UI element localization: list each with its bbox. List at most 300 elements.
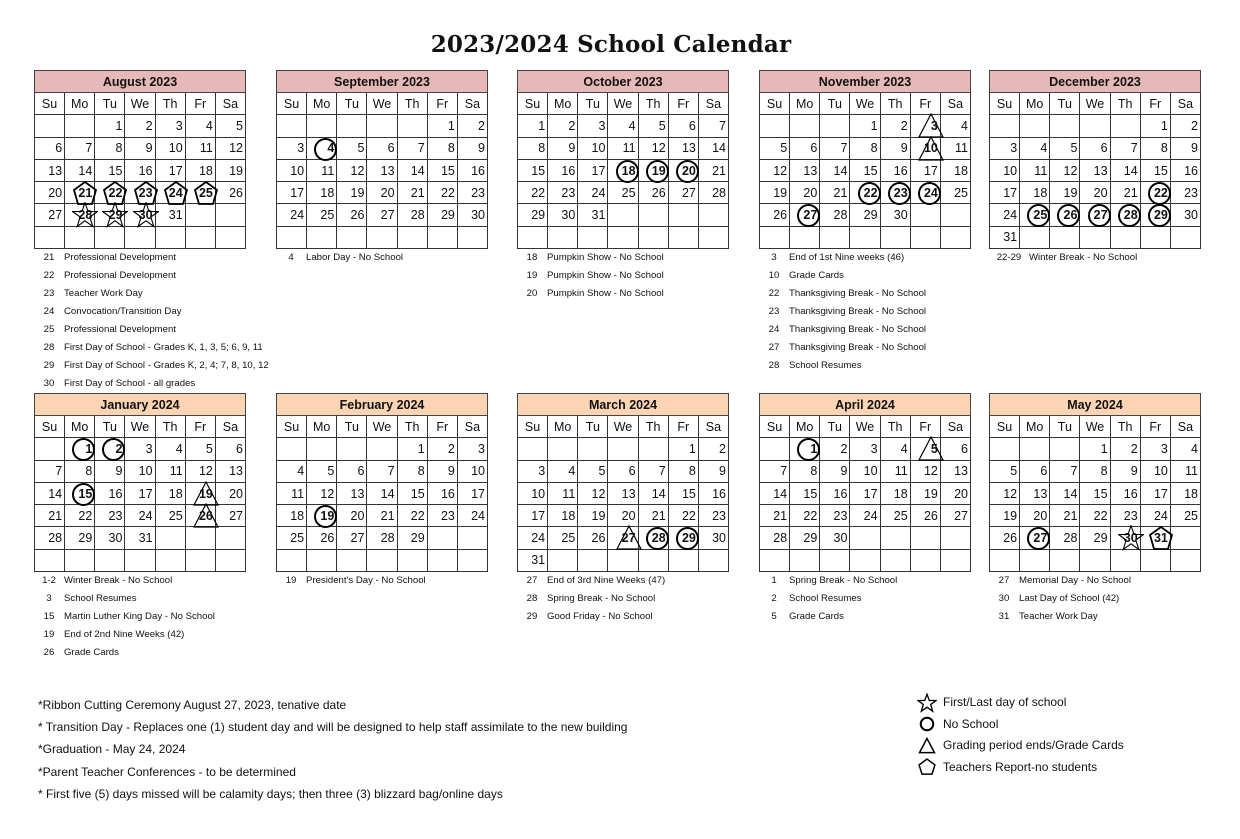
day-cell[interactable] <box>277 137 307 159</box>
day-cell[interactable] <box>95 204 125 226</box>
day-cell[interactable] <box>215 182 245 204</box>
day-cell[interactable] <box>910 115 940 137</box>
day-cell[interactable] <box>185 115 215 137</box>
day-cell[interactable] <box>820 438 850 460</box>
day-cell[interactable] <box>698 115 728 137</box>
day-cell[interactable] <box>668 438 698 460</box>
day-cell[interactable] <box>790 438 820 460</box>
day-cell[interactable] <box>125 159 155 181</box>
day-cell[interactable] <box>1050 182 1080 204</box>
day-cell[interactable] <box>337 460 367 482</box>
day-cell[interactable] <box>155 115 185 137</box>
day-cell[interactable] <box>990 460 1020 482</box>
day-cell[interactable] <box>125 204 155 226</box>
day-cell[interactable] <box>397 460 427 482</box>
day-cell[interactable] <box>427 204 457 226</box>
day-cell[interactable] <box>698 482 728 504</box>
day-cell[interactable] <box>337 482 367 504</box>
day-cell[interactable] <box>95 527 125 549</box>
day-cell[interactable] <box>880 482 910 504</box>
day-cell[interactable] <box>367 482 397 504</box>
day-cell[interactable] <box>820 527 850 549</box>
day-cell[interactable] <box>215 159 245 181</box>
day-cell[interactable] <box>457 460 487 482</box>
day-cell[interactable] <box>1080 527 1110 549</box>
day-cell[interactable] <box>65 137 95 159</box>
day-cell[interactable] <box>790 204 820 226</box>
day-cell[interactable] <box>457 182 487 204</box>
day-cell[interactable] <box>910 505 940 527</box>
day-cell[interactable] <box>940 438 970 460</box>
day-cell[interactable] <box>850 460 880 482</box>
day-cell[interactable] <box>155 438 185 460</box>
day-cell[interactable] <box>578 505 608 527</box>
day-cell[interactable] <box>910 137 940 159</box>
day-cell[interactable] <box>1170 137 1200 159</box>
day-cell[interactable] <box>1050 460 1080 482</box>
day-cell[interactable] <box>457 137 487 159</box>
day-cell[interactable] <box>760 527 790 549</box>
day-cell[interactable] <box>185 505 215 527</box>
day-cell[interactable] <box>95 182 125 204</box>
day-cell[interactable] <box>548 505 578 527</box>
day-cell[interactable] <box>307 505 337 527</box>
day-cell[interactable] <box>940 482 970 504</box>
day-cell[interactable] <box>608 182 638 204</box>
day-cell[interactable] <box>337 137 367 159</box>
day-cell[interactable] <box>608 137 638 159</box>
day-cell[interactable] <box>548 182 578 204</box>
day-cell[interactable] <box>185 438 215 460</box>
day-cell[interactable] <box>668 505 698 527</box>
day-cell[interactable] <box>1170 482 1200 504</box>
day-cell[interactable] <box>668 182 698 204</box>
day-cell[interactable] <box>548 115 578 137</box>
day-cell[interactable] <box>880 159 910 181</box>
day-cell[interactable] <box>307 159 337 181</box>
day-cell[interactable] <box>1020 137 1050 159</box>
day-cell[interactable] <box>337 527 367 549</box>
day-cell[interactable] <box>1050 159 1080 181</box>
day-cell[interactable] <box>185 482 215 504</box>
day-cell[interactable] <box>65 505 95 527</box>
day-cell[interactable] <box>578 204 608 226</box>
day-cell[interactable] <box>668 482 698 504</box>
day-cell[interactable] <box>1140 204 1170 226</box>
day-cell[interactable] <box>95 137 125 159</box>
day-cell[interactable] <box>990 226 1020 248</box>
day-cell[interactable] <box>277 527 307 549</box>
day-cell[interactable] <box>215 505 245 527</box>
day-cell[interactable] <box>307 482 337 504</box>
day-cell[interactable] <box>518 460 548 482</box>
day-cell[interactable] <box>1170 438 1200 460</box>
day-cell[interactable] <box>307 204 337 226</box>
day-cell[interactable] <box>65 182 95 204</box>
day-cell[interactable] <box>990 527 1020 549</box>
day-cell[interactable] <box>940 159 970 181</box>
day-cell[interactable] <box>850 159 880 181</box>
day-cell[interactable] <box>457 204 487 226</box>
day-cell[interactable] <box>820 137 850 159</box>
day-cell[interactable] <box>578 137 608 159</box>
day-cell[interactable] <box>910 182 940 204</box>
day-cell[interactable] <box>820 505 850 527</box>
day-cell[interactable] <box>1140 438 1170 460</box>
day-cell[interactable] <box>277 182 307 204</box>
day-cell[interactable] <box>185 137 215 159</box>
day-cell[interactable] <box>880 505 910 527</box>
day-cell[interactable] <box>125 438 155 460</box>
day-cell[interactable] <box>397 204 427 226</box>
day-cell[interactable] <box>1050 137 1080 159</box>
day-cell[interactable] <box>215 115 245 137</box>
day-cell[interactable] <box>1080 182 1110 204</box>
day-cell[interactable] <box>990 182 1020 204</box>
day-cell[interactable] <box>820 204 850 226</box>
day-cell[interactable] <box>518 527 548 549</box>
day-cell[interactable] <box>518 115 548 137</box>
day-cell[interactable] <box>1140 460 1170 482</box>
day-cell[interactable] <box>608 460 638 482</box>
day-cell[interactable] <box>910 159 940 181</box>
day-cell[interactable] <box>790 182 820 204</box>
day-cell[interactable] <box>850 115 880 137</box>
day-cell[interactable] <box>880 204 910 226</box>
day-cell[interactable] <box>698 505 728 527</box>
day-cell[interactable] <box>820 159 850 181</box>
day-cell[interactable] <box>307 182 337 204</box>
day-cell[interactable] <box>337 505 367 527</box>
day-cell[interactable] <box>548 460 578 482</box>
day-cell[interactable] <box>608 505 638 527</box>
day-cell[interactable] <box>668 159 698 181</box>
day-cell[interactable] <box>1020 505 1050 527</box>
day-cell[interactable] <box>760 137 790 159</box>
day-cell[interactable] <box>35 182 65 204</box>
day-cell[interactable] <box>1170 460 1200 482</box>
day-cell[interactable] <box>155 482 185 504</box>
day-cell[interactable] <box>35 482 65 504</box>
day-cell[interactable] <box>760 482 790 504</box>
day-cell[interactable] <box>1170 115 1200 137</box>
day-cell[interactable] <box>820 460 850 482</box>
day-cell[interactable] <box>215 482 245 504</box>
day-cell[interactable] <box>698 438 728 460</box>
day-cell[interactable] <box>427 438 457 460</box>
day-cell[interactable] <box>1170 204 1200 226</box>
day-cell[interactable] <box>457 438 487 460</box>
day-cell[interactable] <box>578 460 608 482</box>
day-cell[interactable] <box>367 527 397 549</box>
day-cell[interactable] <box>155 460 185 482</box>
day-cell[interactable] <box>1080 460 1110 482</box>
day-cell[interactable] <box>1020 527 1050 549</box>
day-cell[interactable] <box>1140 115 1170 137</box>
day-cell[interactable] <box>820 182 850 204</box>
day-cell[interactable] <box>880 137 910 159</box>
day-cell[interactable] <box>910 460 940 482</box>
day-cell[interactable] <box>578 482 608 504</box>
day-cell[interactable] <box>1140 482 1170 504</box>
day-cell[interactable] <box>638 159 668 181</box>
day-cell[interactable] <box>215 137 245 159</box>
day-cell[interactable] <box>367 505 397 527</box>
day-cell[interactable] <box>518 482 548 504</box>
day-cell[interactable] <box>1170 182 1200 204</box>
day-cell[interactable] <box>638 505 668 527</box>
day-cell[interactable] <box>397 137 427 159</box>
day-cell[interactable] <box>940 182 970 204</box>
day-cell[interactable] <box>668 115 698 137</box>
day-cell[interactable] <box>35 159 65 181</box>
day-cell[interactable] <box>850 204 880 226</box>
day-cell[interactable] <box>277 460 307 482</box>
day-cell[interactable] <box>1140 505 1170 527</box>
day-cell[interactable] <box>760 159 790 181</box>
day-cell[interactable] <box>1020 182 1050 204</box>
day-cell[interactable] <box>1080 159 1110 181</box>
day-cell[interactable] <box>548 527 578 549</box>
day-cell[interactable] <box>1140 159 1170 181</box>
day-cell[interactable] <box>35 527 65 549</box>
day-cell[interactable] <box>95 460 125 482</box>
day-cell[interactable] <box>65 482 95 504</box>
day-cell[interactable] <box>790 527 820 549</box>
day-cell[interactable] <box>578 527 608 549</box>
day-cell[interactable] <box>155 159 185 181</box>
day-cell[interactable] <box>548 137 578 159</box>
day-cell[interactable] <box>668 460 698 482</box>
day-cell[interactable] <box>880 182 910 204</box>
day-cell[interactable] <box>155 505 185 527</box>
day-cell[interactable] <box>850 438 880 460</box>
day-cell[interactable] <box>397 505 427 527</box>
day-cell[interactable] <box>95 438 125 460</box>
day-cell[interactable] <box>760 204 790 226</box>
day-cell[interactable] <box>65 159 95 181</box>
day-cell[interactable] <box>850 182 880 204</box>
day-cell[interactable] <box>790 482 820 504</box>
day-cell[interactable] <box>95 505 125 527</box>
day-cell[interactable] <box>397 438 427 460</box>
day-cell[interactable] <box>1140 137 1170 159</box>
day-cell[interactable] <box>850 137 880 159</box>
day-cell[interactable] <box>1110 204 1140 226</box>
day-cell[interactable] <box>548 159 578 181</box>
day-cell[interactable] <box>277 505 307 527</box>
day-cell[interactable] <box>608 159 638 181</box>
day-cell[interactable] <box>1050 482 1080 504</box>
day-cell[interactable] <box>1110 482 1140 504</box>
day-cell[interactable] <box>1020 460 1050 482</box>
day-cell[interactable] <box>698 527 728 549</box>
day-cell[interactable] <box>608 482 638 504</box>
day-cell[interactable] <box>65 460 95 482</box>
day-cell[interactable] <box>1170 505 1200 527</box>
day-cell[interactable] <box>1050 204 1080 226</box>
day-cell[interactable] <box>820 482 850 504</box>
day-cell[interactable] <box>518 182 548 204</box>
day-cell[interactable] <box>337 204 367 226</box>
day-cell[interactable] <box>548 204 578 226</box>
day-cell[interactable] <box>125 137 155 159</box>
day-cell[interactable] <box>790 505 820 527</box>
day-cell[interactable] <box>1050 527 1080 549</box>
day-cell[interactable] <box>578 115 608 137</box>
day-cell[interactable] <box>397 182 427 204</box>
day-cell[interactable] <box>1110 527 1140 549</box>
day-cell[interactable] <box>698 159 728 181</box>
day-cell[interactable] <box>65 438 95 460</box>
day-cell[interactable] <box>1110 182 1140 204</box>
day-cell[interactable] <box>638 482 668 504</box>
day-cell[interactable] <box>427 115 457 137</box>
day-cell[interactable] <box>518 505 548 527</box>
day-cell[interactable] <box>457 505 487 527</box>
day-cell[interactable] <box>578 182 608 204</box>
day-cell[interactable] <box>427 460 457 482</box>
day-cell[interactable] <box>638 460 668 482</box>
day-cell[interactable] <box>668 137 698 159</box>
day-cell[interactable] <box>337 159 367 181</box>
day-cell[interactable] <box>367 204 397 226</box>
day-cell[interactable] <box>95 115 125 137</box>
day-cell[interactable] <box>940 460 970 482</box>
day-cell[interactable] <box>367 137 397 159</box>
day-cell[interactable] <box>1020 204 1050 226</box>
day-cell[interactable] <box>990 482 1020 504</box>
day-cell[interactable] <box>790 460 820 482</box>
day-cell[interactable] <box>990 204 1020 226</box>
day-cell[interactable] <box>850 482 880 504</box>
day-cell[interactable] <box>307 460 337 482</box>
day-cell[interactable] <box>427 137 457 159</box>
day-cell[interactable] <box>698 182 728 204</box>
day-cell[interactable] <box>155 204 185 226</box>
day-cell[interactable] <box>790 137 820 159</box>
day-cell[interactable] <box>518 549 548 571</box>
day-cell[interactable] <box>427 159 457 181</box>
day-cell[interactable] <box>578 159 608 181</box>
day-cell[interactable] <box>1080 137 1110 159</box>
day-cell[interactable] <box>1110 505 1140 527</box>
day-cell[interactable] <box>990 137 1020 159</box>
day-cell[interactable] <box>125 182 155 204</box>
day-cell[interactable] <box>307 137 337 159</box>
day-cell[interactable] <box>850 505 880 527</box>
day-cell[interactable] <box>880 438 910 460</box>
day-cell[interactable] <box>95 159 125 181</box>
day-cell[interactable] <box>940 137 970 159</box>
day-cell[interactable] <box>698 137 728 159</box>
day-cell[interactable] <box>1080 204 1110 226</box>
day-cell[interactable] <box>1110 438 1140 460</box>
day-cell[interactable] <box>367 159 397 181</box>
day-cell[interactable] <box>125 505 155 527</box>
day-cell[interactable] <box>1140 527 1170 549</box>
day-cell[interactable] <box>1020 159 1050 181</box>
day-cell[interactable] <box>910 482 940 504</box>
day-cell[interactable] <box>35 460 65 482</box>
day-cell[interactable] <box>125 482 155 504</box>
day-cell[interactable] <box>337 182 367 204</box>
day-cell[interactable] <box>760 460 790 482</box>
day-cell[interactable] <box>155 182 185 204</box>
day-cell[interactable] <box>35 137 65 159</box>
day-cell[interactable] <box>457 115 487 137</box>
day-cell[interactable] <box>215 438 245 460</box>
day-cell[interactable] <box>185 182 215 204</box>
day-cell[interactable] <box>1050 505 1080 527</box>
day-cell[interactable] <box>548 482 578 504</box>
day-cell[interactable] <box>1110 159 1140 181</box>
day-cell[interactable] <box>1140 182 1170 204</box>
day-cell[interactable] <box>397 527 427 549</box>
day-cell[interactable] <box>1080 438 1110 460</box>
day-cell[interactable] <box>95 482 125 504</box>
day-cell[interactable] <box>397 482 427 504</box>
day-cell[interactable] <box>638 137 668 159</box>
day-cell[interactable] <box>185 460 215 482</box>
day-cell[interactable] <box>125 115 155 137</box>
day-cell[interactable] <box>638 115 668 137</box>
day-cell[interactable] <box>1080 505 1110 527</box>
day-cell[interactable] <box>990 159 1020 181</box>
day-cell[interactable] <box>155 137 185 159</box>
day-cell[interactable] <box>1080 482 1110 504</box>
day-cell[interactable] <box>910 438 940 460</box>
day-cell[interactable] <box>1110 137 1140 159</box>
day-cell[interactable] <box>367 182 397 204</box>
day-cell[interactable] <box>457 159 487 181</box>
day-cell[interactable] <box>990 505 1020 527</box>
day-cell[interactable] <box>397 159 427 181</box>
day-cell[interactable] <box>367 460 397 482</box>
day-cell[interactable] <box>880 460 910 482</box>
day-cell[interactable] <box>518 159 548 181</box>
day-cell[interactable] <box>35 204 65 226</box>
day-cell[interactable] <box>518 137 548 159</box>
day-cell[interactable] <box>1170 159 1200 181</box>
day-cell[interactable] <box>760 505 790 527</box>
day-cell[interactable] <box>608 527 638 549</box>
day-cell[interactable] <box>125 527 155 549</box>
day-cell[interactable] <box>1020 482 1050 504</box>
day-cell[interactable] <box>185 159 215 181</box>
day-cell[interactable] <box>35 505 65 527</box>
day-cell[interactable] <box>427 182 457 204</box>
day-cell[interactable] <box>277 204 307 226</box>
day-cell[interactable] <box>277 159 307 181</box>
day-cell[interactable] <box>638 527 668 549</box>
day-cell[interactable] <box>698 460 728 482</box>
day-cell[interactable] <box>277 482 307 504</box>
day-cell[interactable] <box>940 115 970 137</box>
day-cell[interactable] <box>790 159 820 181</box>
day-cell[interactable] <box>760 182 790 204</box>
day-cell[interactable] <box>427 482 457 504</box>
day-cell[interactable] <box>65 527 95 549</box>
day-cell[interactable] <box>125 460 155 482</box>
day-cell[interactable] <box>880 115 910 137</box>
day-cell[interactable] <box>668 527 698 549</box>
day-cell[interactable] <box>1110 460 1140 482</box>
day-cell[interactable] <box>65 204 95 226</box>
day-cell[interactable] <box>518 204 548 226</box>
day-cell[interactable] <box>215 460 245 482</box>
day-cell[interactable] <box>940 505 970 527</box>
